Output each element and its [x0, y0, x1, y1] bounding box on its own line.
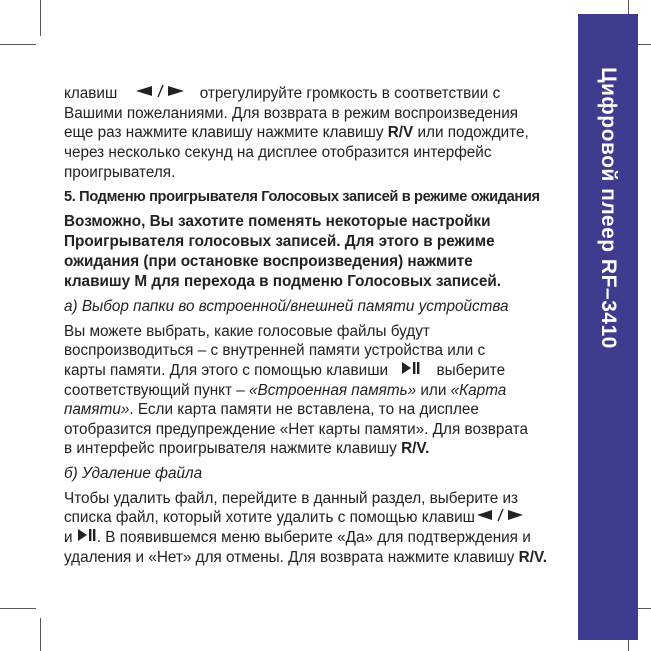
text: . Если карта памяти не вставлена, то на дисплее	[129, 401, 479, 419]
text: через несколько секунд на дисплее отобразится интерфейс	[64, 143, 492, 161]
text: Проигрывателя голосовых записей. Для этого в режиме	[64, 233, 495, 251]
option-label: «Встроенная память»	[249, 381, 417, 399]
text: . В появившемся меню выберите «Да» для подтверждения и	[96, 528, 531, 546]
section-heading: 5. Подменю проигрывателя Голосовых записей в режиме ожидания	[64, 189, 540, 206]
volume-down-up-keys-icon	[136, 84, 186, 104]
text: удаления и «Нет» для отмены. Для возврата нажмите клавишу	[64, 548, 515, 566]
text: проигрывателя.	[64, 163, 176, 181]
text: воспроизводиться – с внутренней памяти устройства или с	[64, 342, 486, 360]
text: еще раз нажмите клавишу нажмите клавишу	[64, 124, 384, 142]
text: соответствующий пункт –	[64, 381, 245, 399]
text: Вашими пожеланиями. Для возврата в режим воспроизведения	[64, 104, 519, 122]
sidebar-title: Цифровой плеер RF–3410	[597, 67, 620, 349]
key-label: R/V	[387, 124, 414, 142]
crop-mark	[0, 44, 36, 45]
text: Вы можете выбрать, какие голосовые файлы будут	[64, 322, 430, 340]
text: клавиш	[64, 85, 118, 102]
subsection-title: а) Выбор папки во встроенной/внешней памяти устройства	[64, 298, 509, 316]
section-lead	[64, 212, 562, 292]
play-pause-key-icon	[402, 361, 420, 381]
text: и	[64, 528, 73, 546]
subsection-b-body	[64, 489, 562, 568]
play-pause-key-icon	[78, 528, 96, 548]
text: отрегулируйте громкость в соответствии с	[199, 85, 501, 102]
text: в интерфейс проигрывателя нажмите клавишу	[64, 440, 397, 458]
option-label: «Карта	[450, 381, 507, 399]
subsection-title: б) Удаление файла	[64, 465, 203, 483]
intro-paragraph	[64, 84, 562, 182]
text: Возможно, Вы захотите поменять некоторые настройки	[64, 213, 491, 231]
text: списка файл, который хотите удалить с помощью клавиш	[64, 509, 475, 527]
text: Чтобы удалить файл, перейдите в данный раздел, выберите из	[64, 489, 519, 507]
text: карты памяти. Для этого с помощью клавиши	[64, 361, 389, 379]
volume-down-up-keys-icon	[477, 508, 525, 528]
text: отобразится предупреждение «Нет карты памяти». Для возврата	[64, 420, 528, 438]
key-label: R/V.	[401, 440, 430, 458]
page-content	[64, 84, 562, 567]
option-label: памяти»	[64, 401, 130, 419]
key-label: R/V.	[518, 548, 548, 566]
crop-mark	[40, 618, 41, 651]
crop-mark	[40, 0, 41, 36]
text: клавишу M для перехода в подменю Голосовых записей.	[64, 273, 502, 291]
crop-mark	[0, 608, 36, 609]
text: или	[420, 381, 447, 399]
subsection-a-body	[64, 322, 562, 459]
text: или подождите,	[417, 124, 529, 142]
text: выберите	[436, 361, 506, 379]
text: ожидания (при остановке воспроизведения) нажмите	[64, 253, 473, 271]
